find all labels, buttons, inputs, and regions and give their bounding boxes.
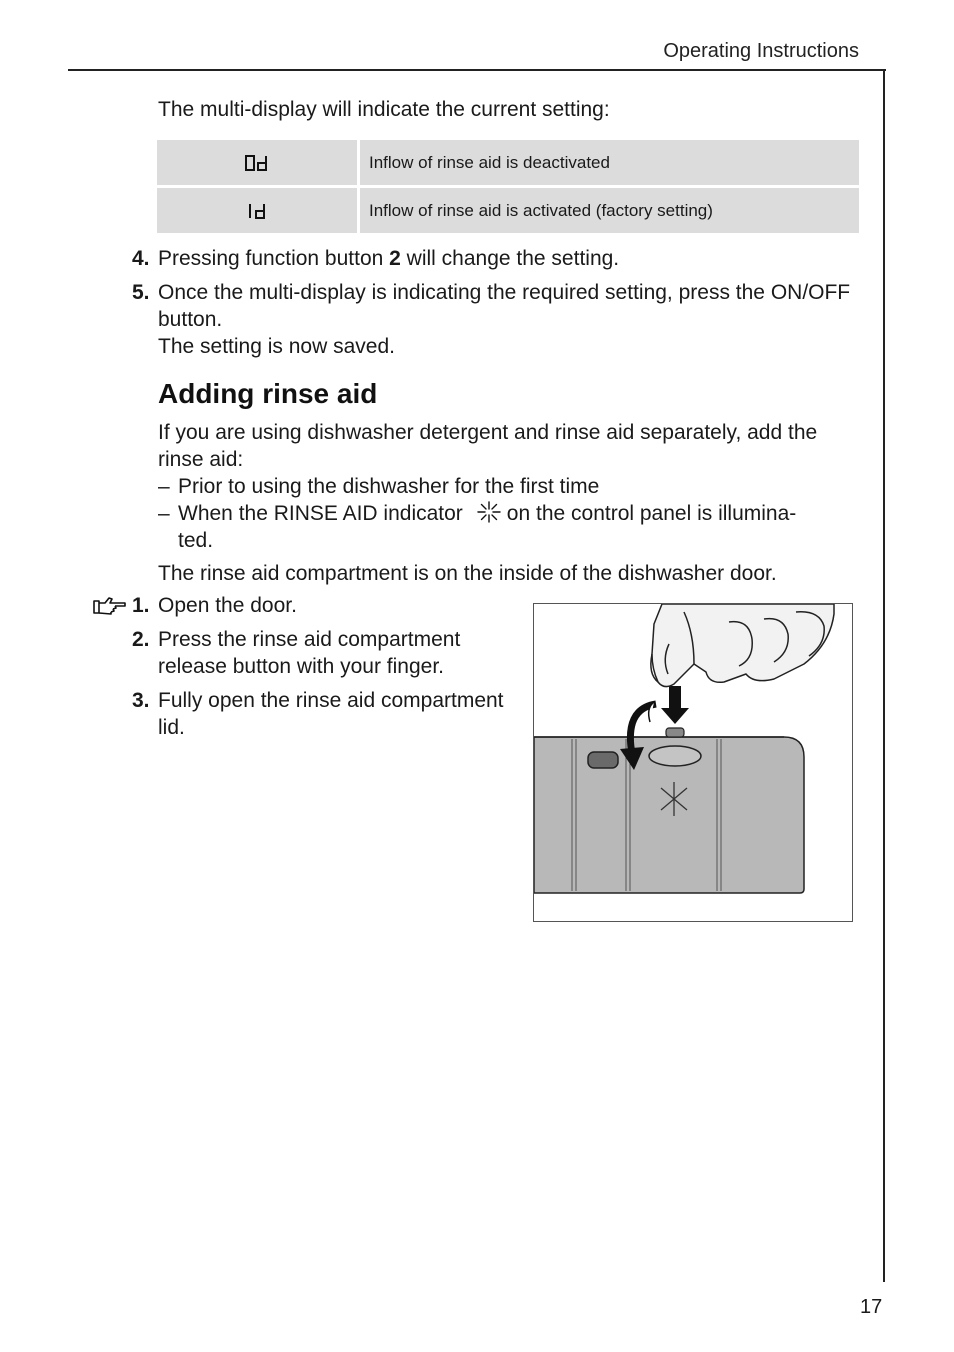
bullet-text-post: on the control panel is illumina- [506, 502, 797, 525]
bullet-text-pre: When the RINSE AID indicator [178, 502, 463, 525]
step-number: 2. [132, 628, 150, 651]
side-rule [883, 69, 885, 1282]
step-number: 3. [132, 689, 150, 712]
header-rule [68, 69, 886, 71]
step-text-post: will change the setting. [400, 247, 620, 270]
bullet-text [178, 500, 858, 527]
step-text-line3: The setting is now saved. [158, 335, 395, 358]
display-code-cell [157, 140, 357, 185]
level-window [588, 752, 618, 768]
step-text-pre: Pressing function button [158, 247, 390, 270]
bullet-item [158, 473, 858, 500]
bullet-dash: – [158, 502, 170, 525]
rinse-aid-compartment-illustration [533, 603, 853, 922]
step-text-line1: Press the rinse aid compartment [158, 628, 461, 651]
table-row [157, 188, 859, 233]
step-text: Open the door. [158, 594, 297, 617]
step-text-line1: Fully open the rinse aid compartment [158, 689, 504, 712]
pointing-hand-icon [93, 595, 127, 622]
step-text-line1: Once the multi-display is indicating the required setting, press the ON/OFF [158, 281, 851, 304]
section-para-line2: rinse aid: [158, 448, 244, 471]
page-number: 17 [860, 1296, 883, 1318]
step-text [158, 245, 858, 272]
display-code-1d [246, 202, 268, 220]
bullet-text: Prior to using the dishwasher for the first time [178, 475, 600, 498]
rinse-aid-indicator-icon [463, 501, 507, 523]
running-header: Operating Instructions [663, 40, 859, 62]
step-button-number: 2 [389, 247, 401, 270]
table-row [157, 140, 859, 185]
step-text-line2: release button with your finger. [158, 655, 445, 678]
step-number: 1. [132, 594, 150, 617]
intro-text: The multi-display will indicate the current setting: [158, 98, 610, 121]
press-arrow [661, 686, 689, 724]
display-code-0d [244, 154, 270, 172]
finger-hand [651, 604, 834, 687]
bullet-dash: – [158, 475, 170, 498]
section-heading: Adding rinse aid [158, 378, 378, 409]
settings-table [157, 140, 859, 236]
display-code-cell [157, 188, 357, 233]
bullet-item [158, 500, 858, 554]
setting-description: Inflow of rinse aid is deactivated [360, 140, 859, 185]
setting-description: Inflow of rinse aid is activated (factory setting) [360, 188, 859, 233]
section-para-line1: If you are using dishwasher detergent and rinse aid separately, add the [158, 421, 818, 444]
lid-oval [649, 746, 701, 766]
step-text-line2: lid. [158, 716, 185, 739]
step-number: 5. [132, 281, 150, 304]
step-number: 4. [132, 247, 150, 270]
step-text-line2: button. [158, 308, 223, 331]
bullet-text-continued: ted. [178, 529, 214, 552]
release-button [666, 728, 684, 737]
location-text: The rinse aid compartment is on the inside of the dishwasher door. [158, 562, 777, 585]
